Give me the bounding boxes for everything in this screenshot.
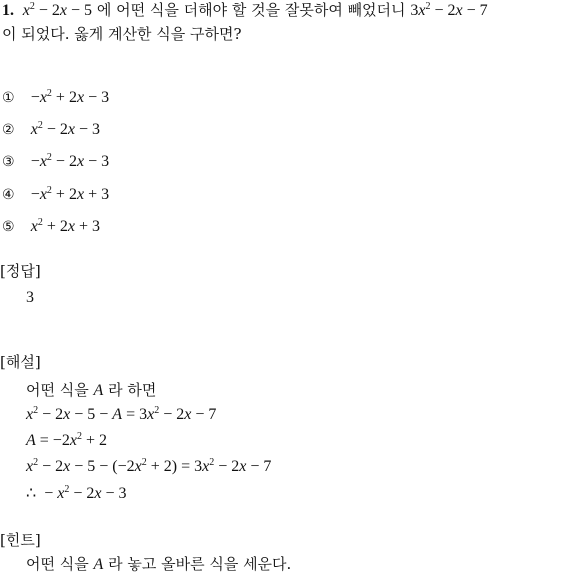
question-number: 1. — [2, 2, 14, 19]
choice-1-mark: ① — [2, 90, 15, 106]
explanation-intro — [26, 380, 156, 401]
answer-label: [정답] — [0, 262, 41, 280]
choice-3-mark: ③ — [2, 154, 15, 170]
choice-3-expression: $-x^2 - 2x - 3$ — [30, 152, 110, 170]
choice-1-expression: $-x^2 + 2x - 3$ — [30, 88, 110, 106]
choice-2-mark: ② — [2, 122, 15, 138]
explanation-intro-var: A — [93, 382, 104, 399]
explanation-step-2: $A = -2x^2 + 2$ — [26, 431, 107, 449]
question-text-a: 에 어떤 식을 더해야 할 것을 잘못하여 빼었더니 — [96, 1, 406, 19]
choice-5-mark: ⑤ — [2, 219, 15, 235]
choice-4-mark: ④ — [2, 187, 15, 203]
explanation-intro-a: 어떤 식을 — [26, 381, 89, 399]
choice-4[interactable] — [2, 184, 109, 205]
hint-text-b: 라 놓고 올바른 식을 세운다. — [108, 555, 292, 573]
hint-text — [26, 554, 291, 575]
therefore-icon: ∴ — [26, 485, 37, 502]
hint-text-var: A — [93, 556, 104, 573]
question-line-1 — [2, 0, 488, 21]
hint-text-a: 어떤 식을 — [26, 555, 89, 573]
choice-5[interactable] — [2, 216, 100, 237]
choice-2[interactable] — [2, 119, 100, 140]
choice-2-expression: $x^2 - 2x - 3$ — [30, 120, 101, 138]
answer-value: 3 — [26, 289, 34, 306]
choice-4-expression: $-x^2 + 2x + 3$ — [30, 185, 110, 203]
question-expression-original: $x^2 - 2x - 5$ — [22, 1, 93, 19]
explanation-step-1: $x^2 - 2x - 5 - A = 3x^2 - 2x - 7$ — [26, 405, 217, 423]
choice-1[interactable] — [2, 87, 109, 108]
choice-5-expression: $x^2 + 2x + 3$ — [30, 217, 101, 235]
explanation-label: [해설] — [0, 353, 41, 371]
explanation-intro-b: 라 하면 — [108, 381, 157, 399]
explanation-step-3: $x^2 - 2x - 5 - (-2x^2 + 2) = 3x^2 - 2x - 7$ — [26, 457, 272, 475]
question-expression-wrong-result: $3x^2 - 2x - 7$ — [410, 1, 488, 19]
explanation-conclusion: ∴ − $x^2 - 2x - 3$ — [26, 484, 127, 502]
hint-label: [힌트] — [0, 531, 41, 549]
choice-3[interactable] — [2, 151, 109, 172]
question-line-2: 이 되었다. 옳게 계산한 식을 구하면? — [2, 25, 242, 43]
